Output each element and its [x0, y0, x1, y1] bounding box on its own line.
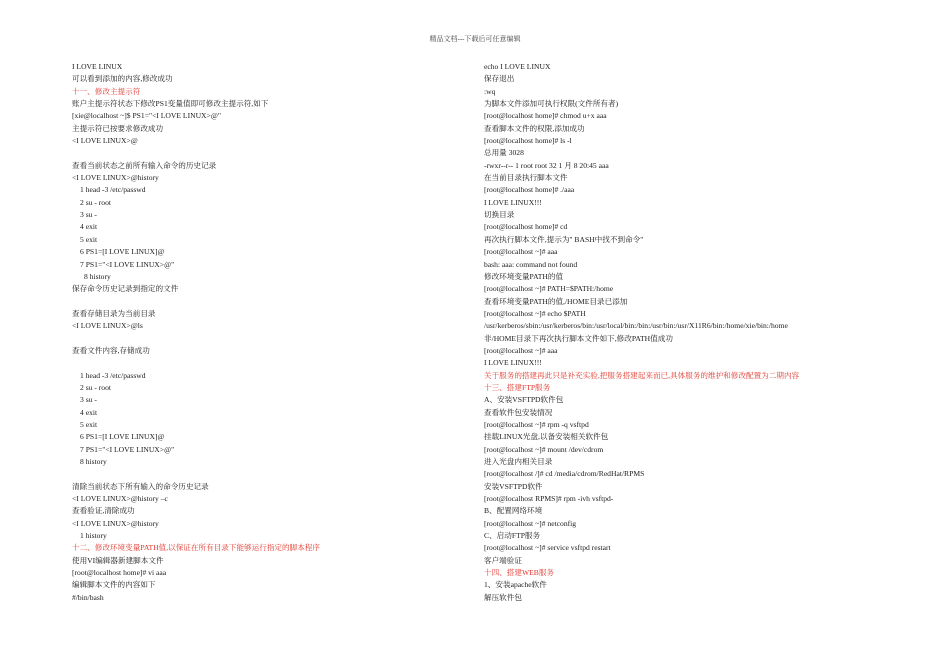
text-line: [root@localhost ~]# PATH=$PATH:/home — [484, 284, 614, 294]
text-line: bash: aaa: command not found — [484, 259, 578, 269]
text-line: -rwxr--r-- 1 root root 32 1 月 8 20:45 aaa — [484, 160, 609, 170]
text-line — [72, 333, 462, 345]
text-line: 进入光盘内相关目录 — [484, 457, 553, 466]
text-line: 客户端验证 — [484, 555, 522, 565]
text-line: [root@localhost ~]# mount /dev/cdrom — [484, 444, 604, 454]
text-line: 5 exit — [80, 419, 98, 429]
text-line: [root@localhost ~]# service vsftpd restart — [484, 543, 611, 553]
text-line: 8 history — [80, 457, 107, 466]
text-line: [root@localhost ~]# aaa — [484, 247, 558, 257]
text-line: 查看当前状态之前所有输入命令的历史记录 — [72, 160, 217, 170]
text-line: :wq — [484, 86, 496, 96]
text-line: 在当前目录执行脚本文件 — [484, 173, 568, 183]
text-line: <I LOVE LINUX>@history — [72, 173, 159, 183]
text-line: I LOVE LINUX!!! — [484, 197, 542, 207]
text-line: 4 exit — [80, 222, 98, 232]
text-line: 非/HOME目录下再次执行脚本文件如下,修改PATH值成功 — [484, 333, 673, 343]
text-line: 保存命令历史记录到指定的文件 — [72, 284, 179, 294]
text-line: 1 head -3 /etc/passwd — [80, 370, 146, 380]
text-line: 编辑脚本文件的内容如下 — [72, 580, 156, 590]
text-line: 切换目录 — [484, 210, 515, 220]
right-column — [484, 61, 904, 604]
text-line: 7 PS1="<I LOVE LINUX>@" — [80, 259, 175, 269]
text-line — [72, 296, 462, 308]
section-heading: 十二、修改环境变量PATH值,以保证在所有目录下能够运行指定的脚本程序 — [72, 543, 320, 553]
text-line: echo I LOVE LINUX — [484, 62, 551, 71]
text-line: 4 exit — [80, 407, 98, 417]
text-line: I LOVE LINUX — [72, 62, 123, 71]
text-line: 可以看到添加的内容,修改成功 — [72, 74, 173, 84]
section-heading: 关于服务的搭建再此只是补充实验,把服务搭建起来而已,具体服务的维护和修改配置为二期内容 — [484, 370, 800, 380]
text-line: 查看文件内容,存储成功 — [72, 345, 150, 355]
text-line: [root@localhost home]# ./aaa — [484, 185, 575, 195]
section-heading: 十一、修改主提示符 — [72, 86, 141, 96]
text-line: I LOVE LINUX!!! — [484, 358, 542, 368]
text-line: 账户主提示符状态下修改PS1变量值即可修改主提示符,如下 — [72, 99, 269, 109]
text-line: B、配置网络环境 — [484, 506, 543, 516]
text-line: #/bin/bash — [72, 592, 104, 602]
text-line: <I LOVE LINUX>@history — [72, 518, 159, 528]
text-line: <I LOVE LINUX>@ls — [72, 321, 143, 331]
text-line: <I LOVE LINUX>@history –c — [72, 494, 168, 504]
text-line: 清除当前状态下所有输入的命令历史记录 — [72, 481, 209, 491]
text-line: [root@localhost ~]# rpm -q vsftpd — [484, 419, 589, 429]
text-line: 1 history — [80, 531, 107, 541]
text-line: 查看环境变量PATH的值,/HOME目录已添加 — [484, 296, 628, 306]
text-line: 使用VI编辑器新建脚本文件 — [72, 555, 164, 565]
text-line: 为脚本文件添加可执行权限(文件所有者) — [484, 99, 619, 109]
text-line: 保存退出 — [484, 74, 515, 84]
text-line: 修改环境变量PATH的值 — [484, 271, 564, 281]
text-line: 2 su - root — [80, 382, 112, 392]
text-line: 再次执行脚本文件,提示为" BASH中找不到命令" — [484, 234, 644, 244]
text-line: 主提示符已按要求修改成功 — [72, 123, 164, 133]
text-line: 安装VSFTPD软件 — [484, 481, 543, 491]
text-line: 解压软件包 — [484, 592, 522, 602]
text-line: 查看脚本文件的权限,添加成功 — [484, 123, 585, 133]
text-line: [root@localhost ~]# netconfig — [484, 518, 577, 528]
text-line: 总用量 3028 — [484, 148, 524, 158]
text-line: 7 PS1="<I LOVE LINUX>@" — [80, 444, 175, 454]
text-line: 1、安装apache软件 — [484, 580, 547, 590]
text-line: 2 su - root — [80, 197, 112, 207]
text-line: [root@localhost home]# vi aaa — [72, 568, 167, 578]
text-line: 8 history — [84, 271, 111, 281]
text-line: 挂载LINUX光盘,以备安装相关软件包 — [484, 432, 609, 442]
section-heading: 十四、搭建WEB服务 — [484, 568, 555, 578]
text-line: 查看验证,清除成功 — [72, 506, 135, 516]
text-line: /usr/kerberos/sbin:/usr/kerberos/bin:/usr/local/bin:/bin:/usr/bin:/usr/X11R6/bin:/home/xie/bin:/home — [484, 321, 788, 331]
text-line: 3 su - — [80, 210, 97, 220]
text-line: [root@localhost home]# cd — [484, 222, 568, 232]
text-line: 6 PS1=[I LOVE LINUX]@ — [80, 247, 165, 257]
text-line — [72, 357, 462, 369]
text-line: [root@localhost home]# ls -l — [484, 136, 572, 146]
text-line: 查看存储目录为当前目录 — [72, 308, 156, 318]
text-line: <I LOVE LINUX>@ — [72, 136, 138, 146]
text-line: 3 su - — [80, 395, 97, 405]
left-column — [72, 61, 462, 604]
text-line: 6 PS1=[I LOVE LINUX]@ — [80, 432, 165, 442]
text-line: A、安装VSFTPD软件包 — [484, 395, 564, 405]
text-line: [root@localhost /]# cd /media/cdrom/RedHat/RPMS — [484, 469, 645, 479]
text-line — [72, 147, 462, 159]
text-line: C、启动FTP服务 — [484, 531, 541, 541]
section-heading: 十三、搭建FTP服务 — [484, 382, 551, 392]
text-line: 1 head -3 /etc/passwd — [80, 185, 146, 195]
text-line — [72, 468, 462, 480]
text-line: 查看软件包安装情况 — [484, 407, 553, 417]
text-line: [root@localhost ~]# aaa — [484, 345, 558, 355]
text-line: [root@localhost RPMS]# rpm -ivh vsftpd- — [484, 494, 614, 504]
page-header: 精品文档---下载后可任意编辑 — [429, 35, 521, 43]
text-line: [root@localhost ~]# echo $PATH — [484, 308, 586, 318]
text-line: [xie@localhost ~]$ PS1="<I LOVE LINUX>@" — [72, 111, 221, 121]
text-line: [root@localhost home]# chmod u+x aaa — [484, 111, 607, 121]
text-line: 5 exit — [80, 234, 98, 244]
